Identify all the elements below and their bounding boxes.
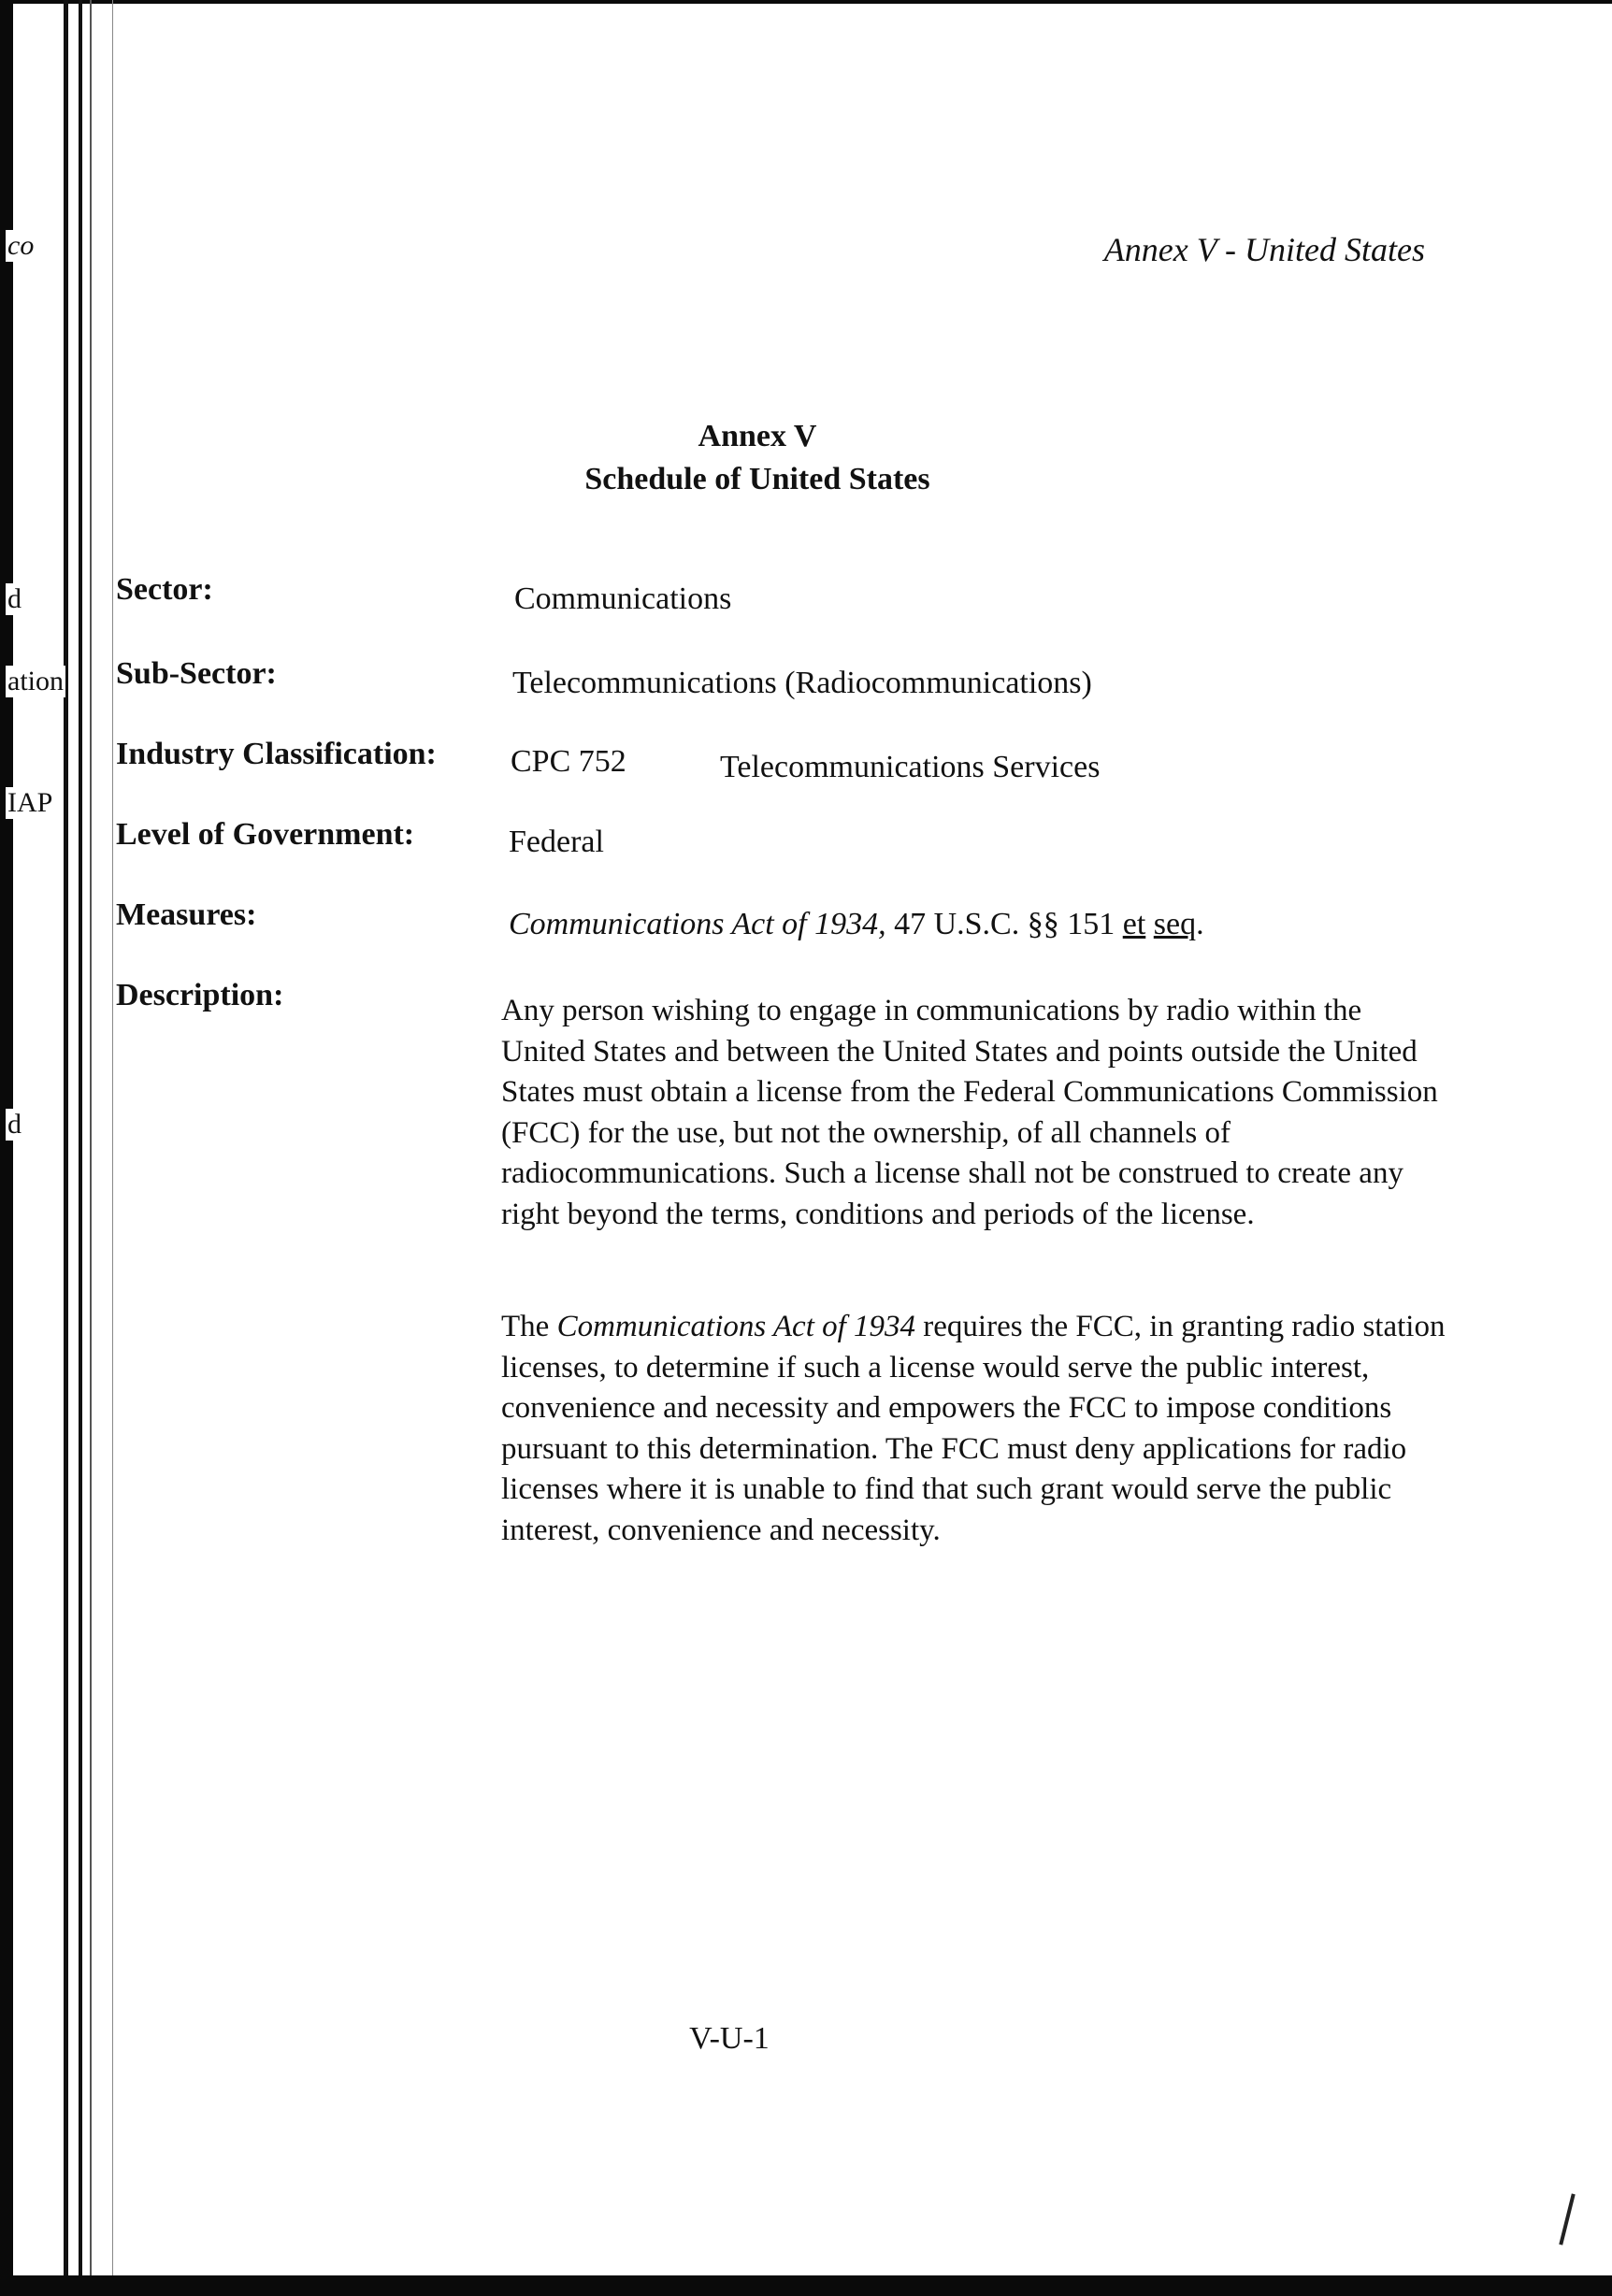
seq-text: seq: [1153, 907, 1197, 941]
margin-fragment: ation: [7, 666, 64, 696]
schedule-title: Schedule of United States: [584, 462, 930, 496]
binder-line: [90, 0, 92, 2296]
margin-fragment: IAP: [7, 787, 53, 818]
measures-value: Communications Act of 1934, 47 U.S.C. §§ 151 et seq.: [509, 907, 1204, 941]
binder-line: [79, 0, 82, 2296]
cpc-code: CPC 752: [511, 744, 626, 779]
scan-bottom-edge: [0, 2275, 1612, 2296]
et-text: et: [1122, 907, 1146, 941]
sector-label: Sector:: [116, 572, 213, 607]
cpc-description: Telecommunications Services: [720, 750, 1101, 784]
scan-top-edge: [0, 0, 1612, 9]
act-title: Communications Act of 1934,: [509, 907, 886, 941]
margin-fragment: d: [7, 583, 22, 614]
description-label: Description:: [116, 978, 284, 1012]
description-paragraph-1: Any person wishing to engage in communications by radio within the United States and between the United States and points outside the United States must obtain a license from the Federal Communications Commission (FCC) for the use, but not the ownership, of all channels of radiocommunications. Such a license shall not be construed to create any right beyond the terms, conditions and periods of the license.: [501, 994, 1438, 1231]
level-of-government-label: Level of Government:: [116, 817, 415, 852]
margin-fragment: d: [7, 1109, 22, 1140]
scan-mark: [1559, 2193, 1575, 2245]
citation: 47 U.S.C. §§ 151: [885, 907, 1123, 941]
scan-left-edge: [0, 0, 13, 2296]
sub-sector-value: Telecommunications (Radiocommunications): [512, 666, 1092, 700]
level-of-government-value: Federal: [509, 825, 604, 859]
binder-line: [112, 0, 113, 2296]
description-paragraph-2: The Communications Act of 1934 requires the FCC, in granting radio station licenses, to determine if such a license would serve the public interest, convenience and necessity and empowers the FCC to impose conditions pursuant to this determination. The FCC must deny applications for radio licenses where it is unable to find that such grant would serve the public interest, convenience and necessity.: [501, 1310, 1446, 1547]
annex-title: Annex V: [698, 419, 817, 453]
page-number: V-U-1: [689, 2021, 770, 2056]
industry-classification-label: Industry Classification:: [116, 737, 437, 771]
act-title: Communications Act of 1934: [556, 1310, 916, 1343]
sector-value: Communications: [514, 581, 732, 616]
margin-fragment: co: [7, 230, 35, 261]
measures-label: Measures:: [116, 897, 257, 932]
running-header: Annex V - United States: [1103, 231, 1425, 268]
binder-line: [64, 0, 68, 2296]
sub-sector-label: Sub-Sector:: [116, 656, 277, 691]
